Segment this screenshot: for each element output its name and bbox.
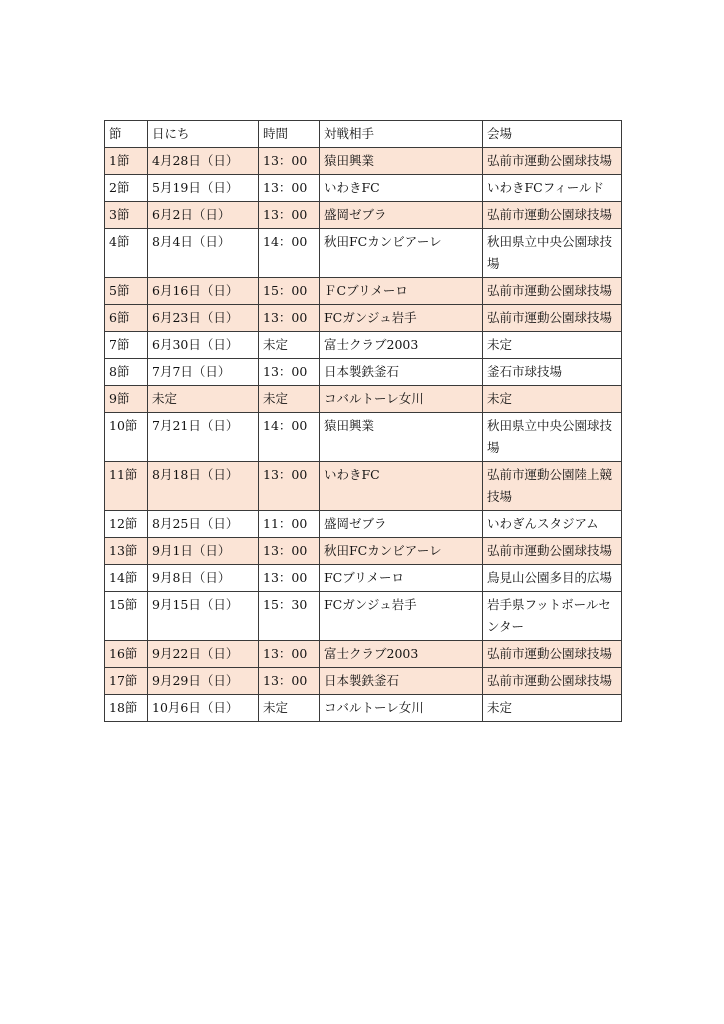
venue-cell: 弘前市運動公園球技場 [483,538,622,565]
round-cell: 1節 [105,148,148,175]
date-cell: 8月4日（日） [148,229,259,278]
time-cell: 13：00 [259,565,320,592]
round-cell: 18節 [105,695,148,722]
opponent-cell: 日本製鉄釜石 [320,668,483,695]
time-cell: 13：00 [259,175,320,202]
round-cell: 9節 [105,386,148,413]
date-cell: 10月6日（日） [148,695,259,722]
date-cell: 6月23日（日） [148,305,259,332]
table-row [105,148,622,175]
venue-cell: 弘前市運動公園球技場 [483,278,622,305]
table-row [105,386,622,413]
header-opponent: 対戦相手 [320,121,483,148]
table-row [105,641,622,668]
venue-cell: いわぎんスタジアム [483,511,622,538]
date-cell: 7月21日（日） [148,413,259,462]
round-cell: 12節 [105,511,148,538]
opponent-cell: FCガンジュ岩手 [320,305,483,332]
venue-cell: 秋田県立中央公園球技場 [483,413,622,462]
opponent-cell: 秋田FCカンビアーレ [320,229,483,278]
venue-cell: 弘前市運動公園陸上競技場 [483,462,622,511]
round-cell: 14節 [105,565,148,592]
date-cell: 4月28日（日） [148,148,259,175]
opponent-cell: 日本製鉄釜石 [320,359,483,386]
time-cell: 13：00 [259,305,320,332]
date-cell: 6月30日（日） [148,332,259,359]
round-cell: 7節 [105,332,148,359]
round-cell: 2節 [105,175,148,202]
table-row [105,565,622,592]
table-row [105,229,622,278]
time-cell: 11：00 [259,511,320,538]
opponent-cell: コバルトーレ女川 [320,695,483,722]
time-cell: 未定 [259,332,320,359]
table-row [105,305,622,332]
date-cell: 6月16日（日） [148,278,259,305]
venue-cell: 鳥見山公園多目的広場 [483,565,622,592]
date-cell: 6月2日（日） [148,202,259,229]
time-cell: 13：00 [259,668,320,695]
round-cell: 4節 [105,229,148,278]
venue-cell: 弘前市運動公園球技場 [483,641,622,668]
round-cell: 6節 [105,305,148,332]
date-cell: 9月15日（日） [148,592,259,641]
round-cell: 5節 [105,278,148,305]
round-cell: 17節 [105,668,148,695]
opponent-cell: 盛岡ゼブラ [320,202,483,229]
venue-cell: 弘前市運動公園球技場 [483,202,622,229]
date-cell: 9月8日（日） [148,565,259,592]
table-row [105,202,622,229]
opponent-cell: いわきFC [320,175,483,202]
venue-cell: 弘前市運動公園球技場 [483,305,622,332]
table-row [105,668,622,695]
round-cell: 15節 [105,592,148,641]
header-row [105,121,622,148]
date-cell: 未定 [148,386,259,413]
venue-cell: 未定 [483,386,622,413]
date-cell: 9月1日（日） [148,538,259,565]
date-cell: 9月29日（日） [148,668,259,695]
time-cell: 13：00 [259,359,320,386]
time-cell: 14：00 [259,229,320,278]
opponent-cell: コバルトーレ女川 [320,386,483,413]
round-cell: 10節 [105,413,148,462]
table-row [105,695,622,722]
time-cell: 13：00 [259,538,320,565]
opponent-cell: 富士クラブ2003 [320,641,483,668]
date-cell: 7月7日（日） [148,359,259,386]
date-cell: 9月22日（日） [148,641,259,668]
table-row [105,278,622,305]
opponent-cell: 盛岡ゼブラ [320,511,483,538]
date-cell: 8月18日（日） [148,462,259,511]
venue-cell: 釜石市球技場 [483,359,622,386]
date-cell: 8月25日（日） [148,511,259,538]
table-row [105,332,622,359]
table-row [105,538,622,565]
table-row [105,511,622,538]
table-row [105,175,622,202]
venue-cell: 秋田県立中央公園球技場 [483,229,622,278]
opponent-cell: FCガンジュ岩手 [320,592,483,641]
opponent-cell: FCブリメーロ [320,565,483,592]
table-row [105,462,622,511]
round-cell: 8節 [105,359,148,386]
time-cell: 未定 [259,386,320,413]
round-cell: 16節 [105,641,148,668]
venue-cell: 未定 [483,695,622,722]
opponent-cell: 猿田興業 [320,148,483,175]
time-cell: 13：00 [259,202,320,229]
time-cell: 13：00 [259,148,320,175]
header-round: 節 [105,121,148,148]
time-cell: 13：00 [259,641,320,668]
opponent-cell: 富士クラブ2003 [320,332,483,359]
table-row [105,359,622,386]
time-cell: 15：30 [259,592,320,641]
time-cell: 15：00 [259,278,320,305]
opponent-cell: 秋田FCカンビアーレ [320,538,483,565]
venue-cell: 岩手県フットボールセンター [483,592,622,641]
opponent-cell: ＦCブリメーロ [320,278,483,305]
table-row [105,592,622,641]
schedule-body [105,121,622,722]
venue-cell: いわきFCフィールド [483,175,622,202]
round-cell: 13節 [105,538,148,565]
table-row [105,413,622,462]
time-cell: 14：00 [259,413,320,462]
time-cell: 13：00 [259,462,320,511]
schedule-table [104,120,622,722]
round-cell: 11節 [105,462,148,511]
venue-cell: 弘前市運動公園球技場 [483,668,622,695]
round-cell: 3節 [105,202,148,229]
header-time: 時間 [259,121,320,148]
date-cell: 5月19日（日） [148,175,259,202]
venue-cell: 未定 [483,332,622,359]
venue-cell: 弘前市運動公園球技場 [483,148,622,175]
opponent-cell: いわきFC [320,462,483,511]
header-venue: 会場 [483,121,622,148]
time-cell: 未定 [259,695,320,722]
opponent-cell: 猿田興業 [320,413,483,462]
header-date: 日にち [148,121,259,148]
